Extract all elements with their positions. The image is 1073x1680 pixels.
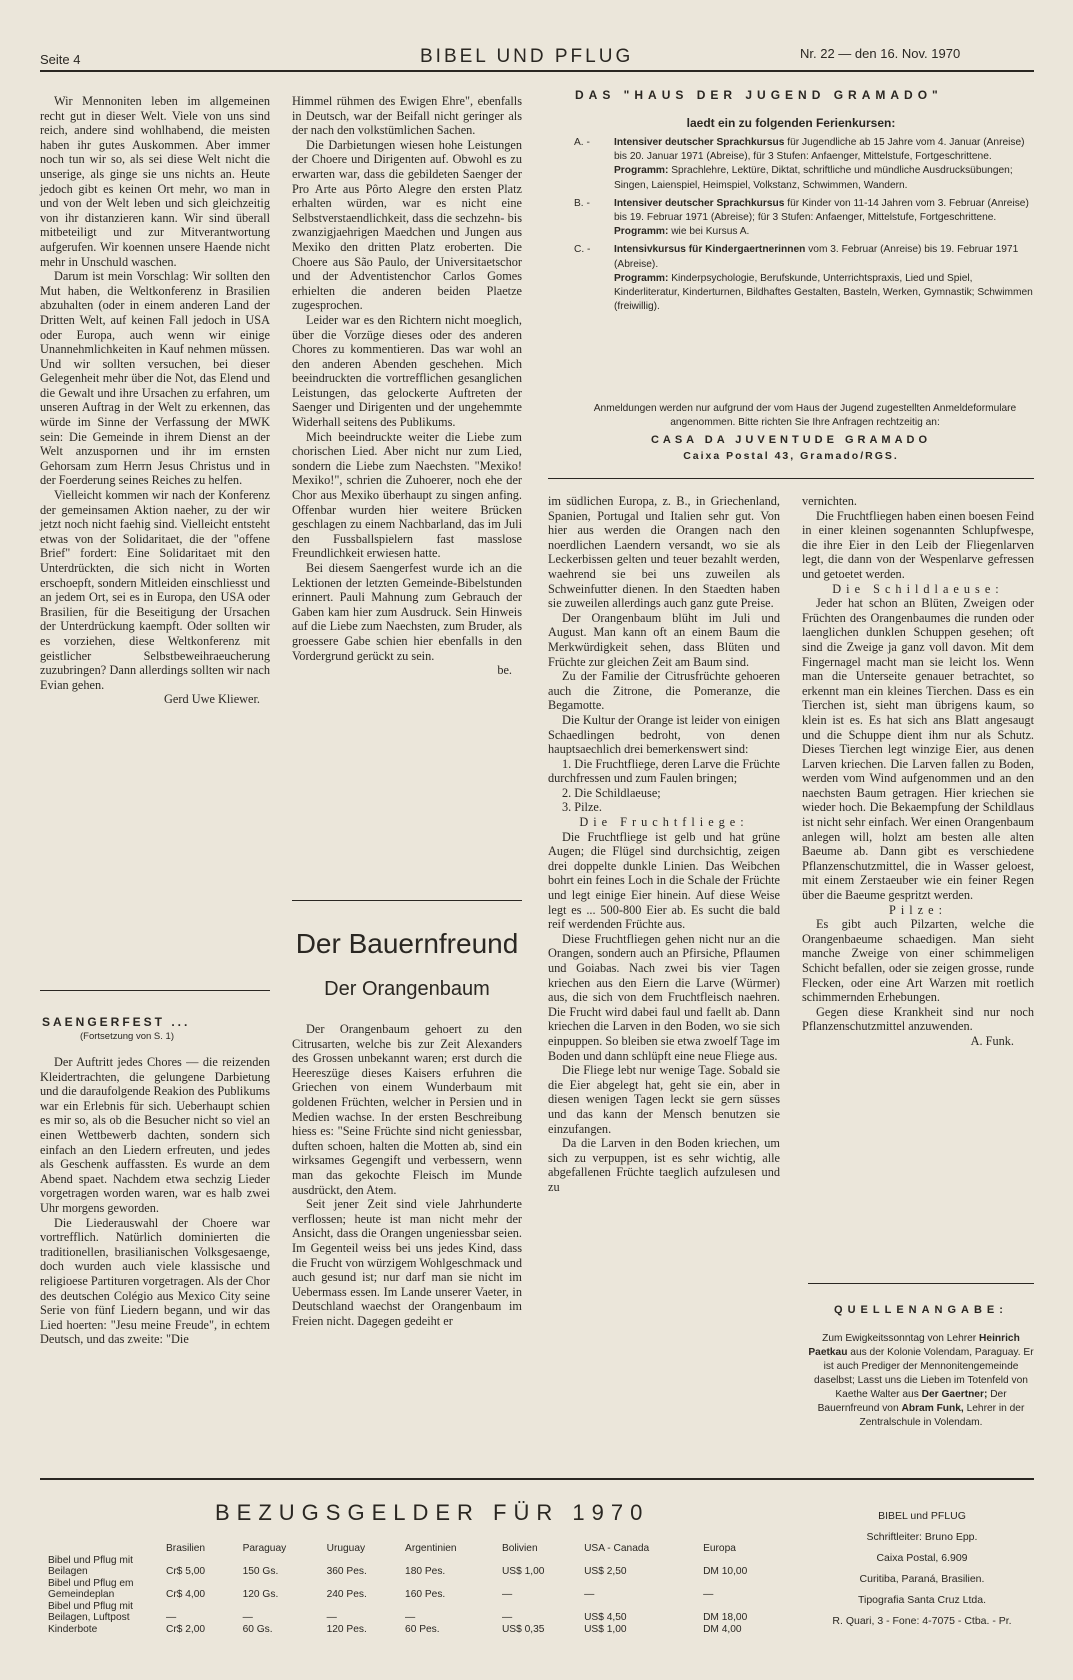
table-cell: 60 Gs. [242,1623,273,1635]
course-name: Intensiver deutscher Sprachkursus [614,137,785,148]
saengerfest-title: SAENGERFEST ... [42,1015,191,1029]
paragraph: Es gibt auch Pilzarten, welche die Orangenbaeume schaedigen. Man sieht manche Zweige von einer schimmeligen Schicht befallen, oder sie zeigen grosse, runde Flecken, oder eine Art Warzen mit roetlich schimmernden Erhebungen. [802,917,1034,1005]
table-cell: Cr$ 2,00 [166,1623,206,1635]
table-header: Argentinien [405,1543,457,1554]
table-row [44,1601,784,1624]
quellen-name: Heinrich Paetkau [808,1333,1020,1358]
course-item [574,197,1034,240]
paragraph: Seit jener Zeit sind viele Jahrhunderte verflossen; heute ist man nicht mehr der Ansicht, dass die Orangen ungeniessbar seien. Im Gegenteil weiss bei uns jedes Kind, dass die Frucht von würzigem Wohlgeschmack und auch gesund ist; nur darf man sie nicht im Uebermass essen. Im Lande unserer Vaeter, in Deutschland waechst der Orangenbaum im Freien nicht. Dagegen gedeiht er [292,1197,522,1328]
table-header: Paraguay [242,1543,287,1554]
table-cell: Cr$ 4,00 [166,1589,206,1600]
bottom-rule [40,1478,1034,1480]
course-letter: C. - [574,244,591,256]
header-rule [40,70,1034,72]
section-rule [808,1283,1034,1284]
program-text: wie bei Kursus A. [671,226,750,238]
table-cell: — [405,1612,416,1623]
table-cell: 120 Pes. [326,1623,367,1635]
paragraph: Himmel rühmen des Ewigen Ehre", ebenfalls in Deutsch, war der Beifall nicht geringer als der nach den volkstümlichen Sachen. [292,94,522,138]
column-4 [802,494,1034,1049]
paragraph: Der Orangenbaum gehoert zu den Citrusarten, welche bis zur Zeit Alexanders des Grossen unbekannt waren; erst durch die Heereszüge dieses Kaisers erfuhren die Griechen von einem Wunderbaum mit goldenen Früchten, welcher in Persien und in Medien wachse. In der ersten Beschreibung hiess es: "Seine Früchte sind nicht geniessbar, duften schoen, halten die Motten ab, sind ein wirksames Gegengift und verbessern, wenn man das gekochte Fleisch im Munde ausdrückt, den Atem. [292,1022,522,1197]
imprint-line: Caixa Postal, 6.909 [876,1552,968,1564]
box-address: Caixa Postal 43, Gramado/RGS. [683,450,899,462]
table-cell: — [703,1589,714,1600]
table-cell: — [501,1589,513,1600]
table-row [44,1624,784,1636]
paragraph: vernichten. [802,494,857,508]
table-cell: — [584,1589,595,1600]
table-cell: DM 4,00 [703,1623,742,1635]
paragraph: Wir Mennoniten leben im allgemeinen recht gut in dieser Welt. Viele von uns sind reich, andere sind wohlhabend, die meisten haben ihr gutes Auskommen. Aber immer noch tun wir so, als sei diese Welt nicht die unserige, als ginge sie uns nichts an. Heute jedoch gibt es keinen Ort mehr, wo man in und von der Welt leben und sich gleichzeitig von ihr distanzieren kann. Wir sind überall mitbeteiligt und zur Mitverantwortung aufgerufen. Wir koennen unsere Haende nicht mehr in Unschuld waschen. [40,94,270,269]
quellen-name: Abram Funk, [901,1403,964,1414]
signature: Gerd Uwe Kliewer. [164,692,260,707]
program-label: Programm: [614,226,669,238]
section-rule [292,900,522,901]
course-text: für Jugendliche ab 15 Jahre vom 4. Januar (Anreise) bis 20. Januar 1971 (Abreise), für 3 Stufen: Anfaenger, Mittelstufe, Fortgeschrittene. [614,137,1025,163]
box-rule [548,478,1034,479]
table-cell: DM 10,00 [703,1566,748,1577]
table-header: Brasilien [166,1543,206,1554]
table-header-row [44,1543,784,1555]
paragraph: Jeder hat schon an Blüten, Zweigen oder Früchten des Orangenbaumes die runden oder laenglichen dunklen Schuppen gesehen; oft sind die Zweige ja ganz voll davon. Mit dem Fingernagel macht man sie leicht los. Wenn man die Unterseite genauer betrachtet, so erkennt man ein kleines Tierchen. Dass es ein Tierchen ist, sieht man übrigens kaum, so klein ist es. Es hat sich ans Blatt angesaugt und die Schuppe dient ihm nur als Schutz. Dieses Tierchen legt winzige Eier, aus denen Larven kriechen. Die Larven fallen zu Boden, werden vom Wind aufgenommen und an den naechsten Baum getragen. Hier kriechen sie wieder hoch. Die Bekaempfung der Schildlaus ist nicht sehr einfach. Wer einen Orangenbaum anlegen will, holzt am besten alle alten Baeume ab. Dann gibt es verschiedene Pflanzenschutzmittel, die in Wasser geloest, mit einem Zerstaeuber wie ein feiner Regen über die Baeume gespritzt werden. [802,596,1034,903]
program-text: Kinderpsychologie, Berufskunde, Unterrichtspraxis, Lied und Spiel, Kinderliteratur, Kinderturnen, Bildhaftes Gestalten, Basteln, Werken, Gymnastik; Schwimmen (freiwillig). [614,272,1033,313]
imprint [810,1510,1034,1636]
table-cell: — [166,1612,177,1623]
quellen-name: Der Gaertner; [921,1389,988,1400]
table-cell: 160 Pes. [405,1589,446,1600]
list-item: 2. Die Schildlaeuse; [562,785,661,800]
quellen-text [808,1332,1034,1430]
paragraph: Der Auftritt jedes Chores — die reizenden Kleidertrachten, die gelungene Darbietung und die daraufolgende Reakion des Publikums war ein Erlebnis für sich. Ueberhaupt schien es mir so, als ob die Besucher nicht so viel an einen Wettbewerb dachten, sondern sich einfach an den Liedern erfreuten, und jedes als Geschenk auffassten. Es wurde an dem Abend spaet. Nachdem etwa sechzig Lieder vorgetragen worden waren, war es halb zwei Uhr morgens geworden. [40,1055,270,1215]
table-row [44,1578,784,1601]
program-label: Programm: [614,165,669,177]
row-label: Bibel und Pflug mit Beilagen [48,1554,133,1577]
course-item [574,243,1034,314]
table-cell: 180 Pes. [405,1566,446,1577]
quellen-part: Der Bauernfreund von [817,1389,1007,1414]
table-header: Europa [703,1543,736,1554]
box-address-name: CASA DA JUVENTUDE GRAMADO [650,434,932,446]
table-cell: — [501,1612,513,1623]
course-name: Intensivkursus für Kindergaertnerinnen [614,244,806,256]
table-header: Bolivien [501,1543,538,1554]
fees-title: BEZUGSGELDER FÜR 1970 [215,1500,650,1525]
paragraph: Darum ist mein Vorschlag: Wir sollten den Mut haben, die Weltkonferenz in Brasilien abzuhalten (oder in einem anderen Land der Dritten Welt, auf keinen Fall jedoch in USA oder Europa, auch wenn wir einige Unannehmlichkeiten in Kauf nehmen müssen. Und wir sollten versuchen, bei dieser Gelegenheit mehr über die Not, das Elend und die Gewalt und ihre Ursachen zu erfahren, um unseren Auftrag in der Welt zu erkennen, das würde im Sinne der Verfassung der MWK sein: Die Gemeinde in ihrem Dienst an der Welt anzuspornen und ihr im ernsten Gehorsam zum Herrn Jesus Christus und in der Foerderung seines Reiches zu helfen. [40,269,270,488]
table-cell: — [242,1612,253,1623]
quellen-title: QUELLENANGABE: [834,1304,1008,1316]
table-cell: US$ 1,00 [501,1566,545,1577]
table-cell: US$ 4,50 [584,1612,627,1623]
table-header: USA - Canada [584,1543,650,1554]
list-item: 3. Pilze. [562,800,602,815]
table-cell: US$ 2,50 [584,1566,627,1577]
section-heading: Die Schildlaeuse: [832,581,1004,596]
signature: A. Funk. [970,1033,1014,1048]
table-header: Uruguay [326,1543,366,1554]
course-letter: B. - [574,197,590,209]
paragraph: Mich beeindruckte weiter die Liebe zum chorischen Lied. Aber nicht nur zum Lied, sondern die Liebe zum Naechsten. "Mexiko! Mexiko!", schrien die Zuhoerer, noch ehe der Chor aus Mexiko überhaupt zu singen anfing. Offenbar wurden hier weitere Brücken geschlagen zu einem Nachbarland, das im Juli den Fussballspielern fast masslose Freundlichkeit erwiesen hatte. [292,429,522,561]
table-cell: US$ 0,35 [501,1623,545,1635]
paragraph: Die Fruchtfliegen haben einen boesen Feind in einer kleinen sogenannten Schlupfwespe, die ihre Eier in den Leib der Fliegenlarven legt, die dann von der Wespenlarve gefressen und getoetet werden. [802,508,1034,581]
course-text: für Kinder von 11-14 Jahren vom 3. Februar (Anreise) bis 19. Februar 1971 (Abreise); für 3 Stufen: Anfaenger, Mittelstufe, Fortgeschrittene. [614,197,1029,224]
paragraph: Die Liederauswahl der Choere war vortrefflich. Natürlich dominierten die traditionellen, brasilianischen Volksgesaenge, doch wurden auch viele klassische und religioese Partituren vorgetragen. Als der Chor des deutschen Colégio aus Mexico City seine Serie von fünf Liedern begann, und wir das Lied hoerten: "Jesu meine Freude", in echtem Deutsch, und das zweite: "Die [40,1215,270,1347]
imprint-line: BIBEL und PFLUG [878,1510,966,1522]
quellen-part: aus der Kolonie Volendam, Paraguay. Er ist auch Prediger der Mennonitengemeinde daselbst; Lasst uns die Lieben im Totenfeld von Kaethe Walter aus [814,1347,1034,1400]
program-text: Sprachlehre, Lektüre, Diktat, schriftliche und mündliche Ausdrucksübungen; Singen, Laienspiel, Heimspiel, Volkstanz, Schwimmen, Wandern. [614,165,1013,191]
table-header [44,1543,162,1555]
bauernfreund-title: Der Bauernfreund [295,928,519,959]
table-cell: 150 Gs. [242,1566,279,1577]
orangenbaum-body [292,1022,522,1328]
imprint-line: Schriftleiter: Bruno Epp. [866,1531,978,1543]
table-cell: Cr$ 5,00 [166,1566,206,1577]
section-heading: Die Fruchtfliege: [579,815,749,830]
paragraph: Bei diesem Saengerfest wurde ich an die Lektionen der letzten Gemeinde-Bibelstunden erinnert. Pauli Mahnung zum Gebrauch der Gaben kam hier zum Ausdruck. Sein Hinweis auf die Liebe zum Naechsten, zum Bruder, als groessere Gabe schien hier ebenfalls in den Vordergrund gerückt zu sein. [292,561,522,663]
box-subtitle: laedt ein zu folgenden Ferienkursen: [686,116,896,130]
course-letter: A. - [574,137,590,148]
table-cell: 360 Pes. [326,1566,367,1577]
quellen-part: Lehrer in der Zentralschule in Volendam. [859,1403,1025,1428]
orangenbaum-title: Der Orangenbaum [324,978,490,1000]
course-item [574,136,1034,193]
imprint-line: R. Quari, 3 - Fone: 4-7075 - Ctba. - Pr. [832,1615,1012,1627]
imprint-line: Curitiba, Paraná, Brasilien. [859,1573,985,1585]
section-rule [40,990,270,991]
paragraph: Leider war es den Richtern nicht moeglich, über die Vorzüge dieses oder des anderen Chores zu kommentieren. Das war wohl an den anderen Abenden geschehen. Mich beeindruckten die vortrefflichen gesanglichen Leistungen, das gelockerte Auftreten der Saenger und Dirigenten und der ungehemmte Widerhall seitens des Publikums. [292,312,522,430]
table-cell: DM 18,00 [703,1612,748,1623]
section-heading: Pilze: [888,902,947,917]
paragraph: Die Fliege lebt nur wenige Tage. Sobald sie die Eier abgelegt hat, geht sie ein, aber in diesen wenigen Tagen leckt sie gern süsses und das kann der Mensch benutzen sie einzufangen. [548,1063,780,1136]
paragraph: Gegen diese Krankheit sind nur noch Pflanzenschutzmittel anzuwenden. [802,1004,1034,1034]
paragraph: Diese Fruchtfliegen gehen nicht nur an die Orangen, sondern auch an Pfirsiche, Pflaumen und Goiabas. Nach zwei bis vier Tagen kriechen aus den Eiern die Larve (Würmer) aus, die sich von dem Fruchtfleisch naehren. Die Frucht wird dabei faul und faellt ab. Dann kriechen die Larven in den Boden, wo sie sich einpuppen. So bleiben sie etwa zwoelf Tage im Boden und dann schlüpft eine neue Fliege aus. [548,931,780,1063]
paragraph: Vielleicht kommen wir nach der Konferenz der gemeinsamen Aktion naeher, zu der wir jetzt noch nicht faehig sind. Vielleicht entsteht etwas von der Solidaritaet, die der "offene Brief" fordert: Eine Solidaritaet mit den Unterdrückten, die sich nicht in Worten erschoepft, sondern Mitleiden einschliesst und an jedem Ort, sei es in Europa, den USA oder Brasilien, für die Beseitigung der Ursachen der Unterdrückung kaempft. Oder sollten wir es vorziehen, diese Weltkonferenz mit geistlicher Selbstbeweihraeucherung zuzubringen? Dann allerdings sollten wir nach Evian gehen. [40,488,270,692]
column-3 [548,494,780,1195]
box-footer: Anmeldungen werden nur aufgrund der vom Haus der Jugend zugestellten Anmeldeformulare angenommen. Bitte richten Sie Ihre Anfragen rechtzeitig an: [593,403,1017,429]
course-list [574,136,1034,318]
row-label: Bibel und Pflug em Gemeindeplan [48,1577,134,1600]
box-title: DAS "HAUS DER JUGEND GRAMADO" [575,88,943,102]
row-label: Bibel und Pflug mit Beilagen, Luftpost [48,1600,133,1623]
course-text: vom 3. Februar (Anreise) bis 19. Februar 1971 (Abreise). [614,244,1019,270]
course-name: Intensiver deutscher Sprachkursus [614,197,785,209]
table-cell: 120 Gs. [242,1589,279,1600]
list-item: 1. Die Fruchtfliege, deren Larve die Früchte durchfressen und zum Faulen bringen; [548,756,780,786]
page-number: Seite 4 [40,52,81,67]
table-cell: — [326,1612,337,1623]
table-cell: 60 Pes. [405,1623,440,1635]
paragraph: Da die Larven in den Boden kriechen, um sich zu verpuppen, ist es sehr wichtig, alle abgefallenen Früchte taeglich aufzulesen und zu [548,1136,780,1194]
column-1 [40,94,270,707]
table-cell: US$ 1,00 [584,1623,627,1635]
paragraph: Der Orangenbaum blüht im Juli und August. Man kann oft an einem Baum die Merkwürdigkeit sehen, dass Blüten und Früchte zur gleichen Zeit am Baum sind. [548,610,780,669]
paragraph: im südlichen Europa, z. B., in Griechenland, Spanien, Portugal und Italien sehr gut. Von hier aus werden die Orangen nach den noerdlichen Laendern versandt, wo sie als Leckerbissen gelten und teuer bezahlt werden, waehrend sie bei uns zuweilen als Schweinfutter dienen. In den Staedten haben sie zuweilen allerdings auch ganz gute Preise. [548,494,780,611]
saengerfest-body [40,1055,270,1347]
paragraph: Die Fruchtfliege ist gelb und hat grüne Augen; die Flügel sind durchsichtig, zeigen drei doppelte dunkle Linien. Das Weibchen bohrt ein feines Loch in die Schale der Früchte und legt einige Eier hinein. Auf diese Weise legt es ... 500-800 Eier ab. Es sucht die bald reif werdenden Früchte aus. [548,829,780,932]
saengerfest-subtitle: (Fortsetzung von S. 1) [80,1031,174,1042]
imprint-line: Tipografia Santa Cruz Ltda. [857,1594,986,1606]
row-label: Kinderbote [48,1623,98,1635]
paragraph: Zu der Familie der Citrusfrüchte gehoeren auch die Zitrone, die Pomeranze, die Begamotte. [548,669,780,713]
program-label: Programm: [614,272,669,284]
signature: be. [497,663,512,678]
newspaper-title: BIBEL UND PFLUG [420,46,634,67]
issue-date: Nr. 22 — den 16. Nov. 1970 [800,46,961,61]
quellen-part: Zum Ewigkeitssonntag von Lehrer [822,1333,977,1344]
paragraph: Die Kultur der Orange ist leider von einigen Schaedlingen bedroht, von denen hauptsaechlich drei bemerkenswert sind: [548,712,780,757]
paragraph: Die Darbietungen wiesen hohe Leistungen der Choere und Dirigenten auf. Obwohl es zu erwarten war, dass die gebildeten Saenger der Pro Arte aus Pôrto Alegre den ersten Platz erhalten würden, war es nicht eine Selbstverstaendlichkeit, dass die sechzehn- bis zwanzigjaehrigen Maedchen und Jungen aus Mexiko den dritten Platz eroberten. Die Choere aus São Paulo, der Universitaetschor und der Adventistenchor Carlos Gomes erhielten die anderen beiden Plaetze zugesprochen. [292,137,522,313]
column-2 [292,94,522,678]
table-cell: 240 Pes. [326,1589,367,1600]
fees-table [44,1543,784,1635]
table-row [44,1555,784,1578]
